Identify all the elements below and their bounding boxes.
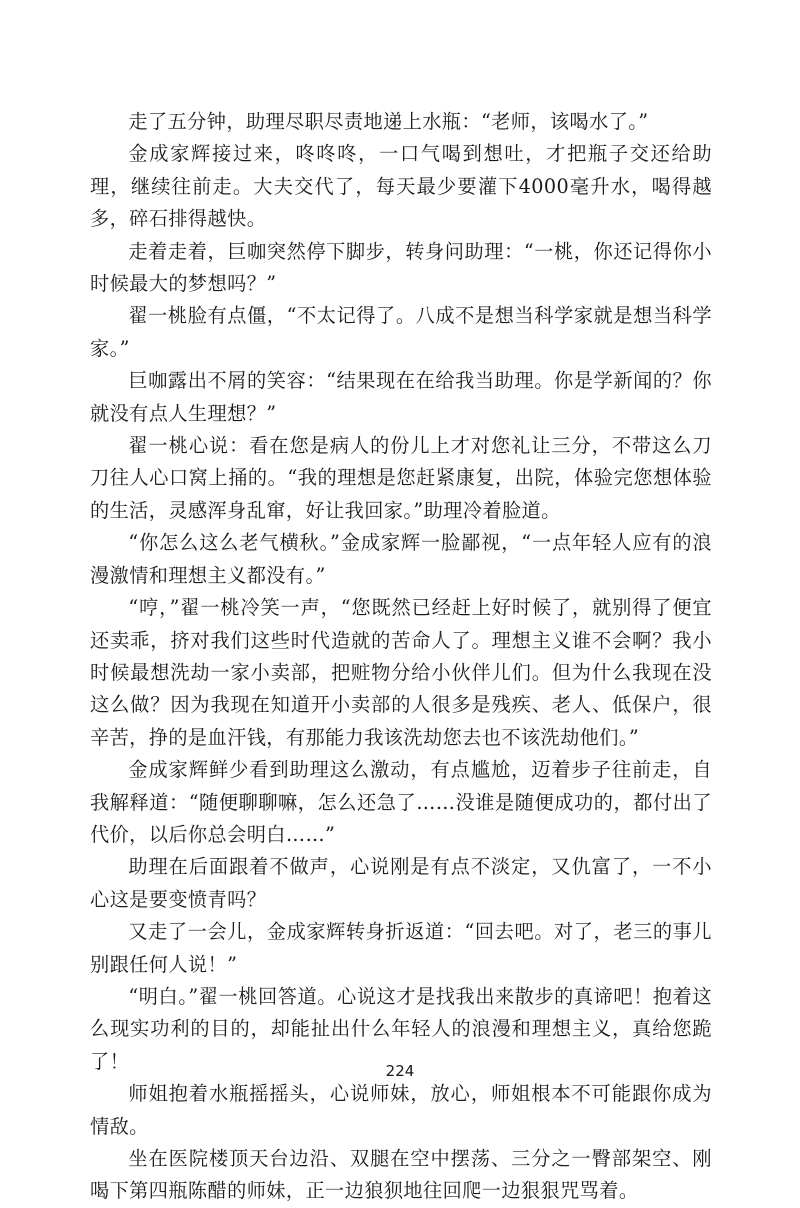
paragraph-12: “明白。”翟一桃回答道。心说这才是找我出来散步的真谛吧！抱着这么现实功利的目的，却能扯出什么年轻人的浪漫和理想主义，真给您跪了！ xyxy=(90,984,712,1073)
paragraph-14: 坐在医院楼顶天台边沿、双腿在空中摆荡、三分之一臀部架空、刚喝下第四瓶陈醋的师妹，正一边狼狈地往回爬一边狠狠咒骂着。 xyxy=(90,1147,712,1203)
page-number: 224 xyxy=(385,1062,415,1080)
paragraph-1: 走了五分钟，助理尽职尽责地递上水瓶：“老师，该喝水了。” xyxy=(128,110,649,133)
paragraph-13: 师姐抱着水瓶摇摇头，心说师妹，放心，师姐根本不可能跟你成为情敌。 xyxy=(90,1082,712,1138)
paragraph-7: “你怎么这么老气横秋。”金成家辉一脸鄙视，“一点年轻人应有的浪漫激情和理想主义都没有。” xyxy=(90,531,712,587)
paragraph-2: 金成家辉接过来，咚咚咚，一口气喝到想吐，才把瓶子交还给助理，继续往前走。大夫交代了，每天最少要灌下4000毫升水，喝得越多，碎石排得越快。 xyxy=(90,142,712,231)
body-text xyxy=(90,106,712,1208)
paragraph-6: 翟一桃心说：看在您是病人的份儿上才对您礼让三分，不带这么刀刀往人心口窝上捅的。“我的理想是您赶紧康复，出院，体验完您想体验的生活，灵感浑身乱窜，好让我回家。”助理冷着脸道。 xyxy=(90,434,712,522)
paragraph-3: 走着走着，巨咖突然停下脚步，转身问助理：“一桃，你还记得你小时候最大的梦想吗？” xyxy=(90,239,712,296)
paragraph-5: 巨咖露出不屑的笑容：“结果现在在给我当助理。你是学新闻的？你就没有点人生理想？” xyxy=(90,369,712,425)
paragraph-9: 金成家辉鲜少看到助理这么激动，有点尴尬，迈着步子往前走，自我解释道：“随便聊聊嘛，怎么还急了……没谁是随便成功的，都付出了代价，以后你总会明白……” xyxy=(90,758,712,846)
paragraph-8: “哼，”翟一桃冷笑一声，“您既然已经赶上好时候了，就别得了便宜还卖乖，挤对我们这些时代造就的苦命人了。理想主义谁不会啊？我小时候最想洗劫一家小卖部，把赃物分给小伙伴儿们。但为什么我现在没这么做？因为我现在知道开小卖部的人很多是残疾、老人、低保户，很辛苦，挣的是血汗钱，有那能力我该洗劫您去也不该洗劫他们。” xyxy=(90,596,712,749)
paragraph-10: 助理在后面跟着不做声，心说刚是有点不淡定，又仇富了，一不小心这是要变愤青吗？ xyxy=(90,855,712,911)
paragraph-4: 翟一桃脸有点僵，“不太记得了。八成不是想当科学家就是想当科学家。” xyxy=(90,304,712,360)
paragraph-11: 又走了一会儿，金成家辉转身折返道：“回去吧。对了，老三的事儿别跟任何人说！” xyxy=(90,920,712,976)
